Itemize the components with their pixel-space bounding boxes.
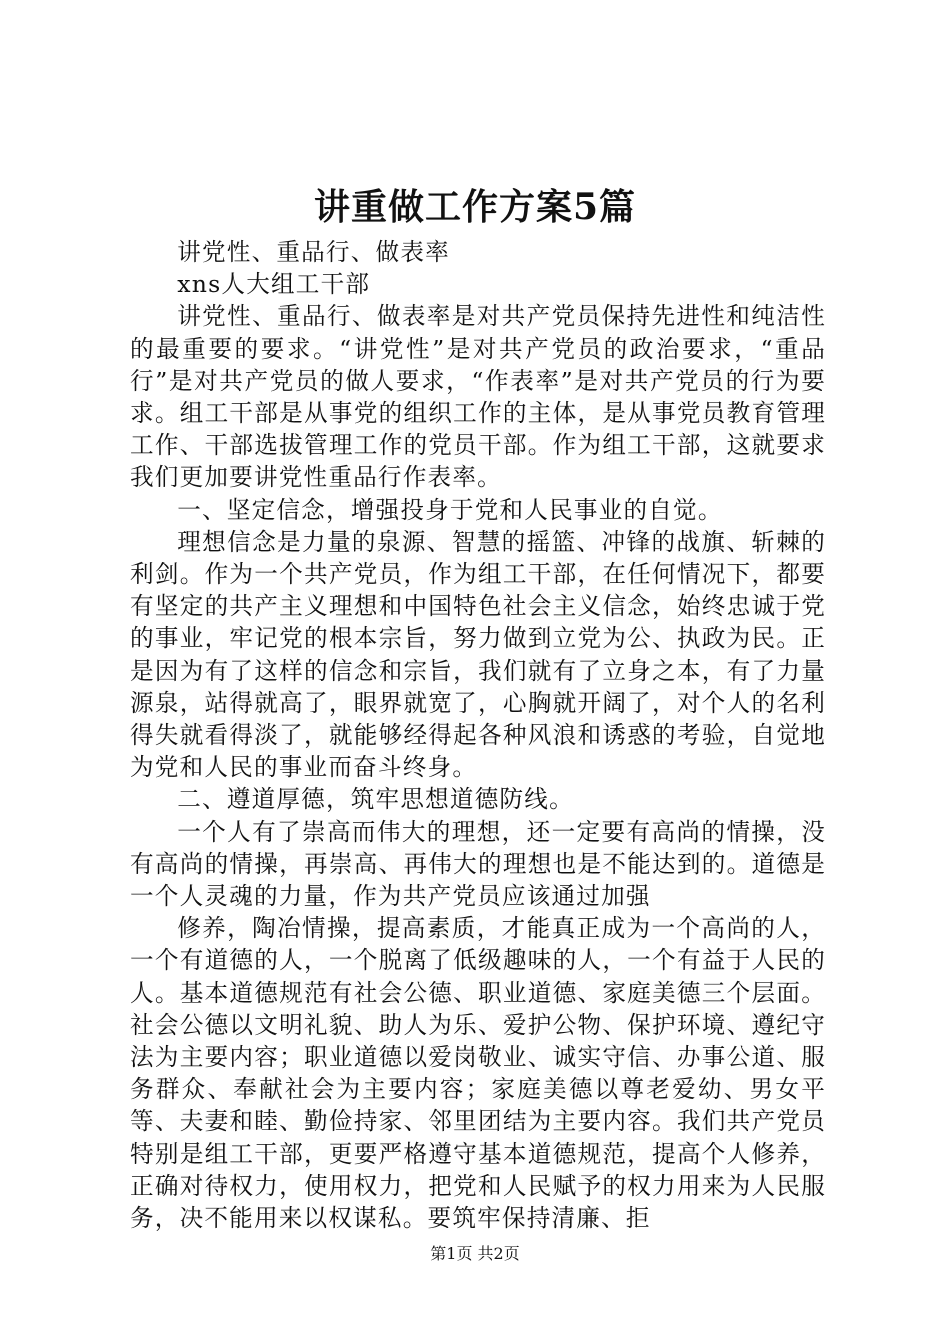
paragraph-intro: 讲党性、重品行、做表率是对共产党员保持先进性和纯洁性的最重要的要求。“讲党性”是对共产党员的政治要求，“重品行”是对共产党员的做人要求，“作表率”是对共产党员的行为要求。组工干部是从事党的组织工作的主体，是从事党员教育管理工作、干部选拔管理工作的党员干部。作为组工干部，这就要求我们更加要讲党性重品行作表率。 <box>130 302 826 492</box>
paragraph-section-2a: 一个人有了崇高而伟大的理想，还一定要有高尚的情操，没有高尚的情操，再崇高、再伟大的理想也是不能达到的。道德是一个人灵魂的力量，作为共产党员应该通过加强 <box>130 817 826 911</box>
paragraph-author: xns人大组工干部 <box>177 270 371 299</box>
paragraph-section-2b: 修养，陶冶情操，提高素质，才能真正成为一个高尚的人，一个有道德的人，一个脱离了低级趣味的人，一个有益于人民的人。基本道德规范有社会公德、职业道德、家庭美德三个层面。社会公德以文明礼貌、助人为乐、爱护公物、保护环境、遵纪守法为主要内容；职业道德以爱岗敬业、诚实守信、办事公道、服务群众、奉献社会为主要内容；家庭美德以尊老爱幼、男女平等、夫妻和睦、勤俭持家、邻里团结为主要内容。我们共产党员特别是组工干部，更要严格遵守基本道德规范，提高个人修养，正确对待权力，使用权力，把党和人民赋予的权力用来为人民服务，决不能用来以权谋私。要筑牢保持清廉、拒 <box>130 914 826 1233</box>
document-body <box>130 236 826 1234</box>
section-heading-2: 二、遵道厚德，筑牢思想道德防线。 <box>177 785 574 814</box>
paragraph-section-1: 理想信念是力量的泉源、智慧的摇篮、冲锋的战旗、斩棘的利剑。作为一个共产党员，作为组工干部，在任何情况下，都要有坚定的共产主义理想和中国特色社会主义信念，始终忠诚于党的事业，牢记党的根本宗旨，努力做到立党为公、执政为民。正是因为有了这样的信念和宗旨，我们就有了立身之本，有了力量源泉，站得就高了，眼界就宽了，心胸就开阔了，对个人的名利得失就看得淡了，就能够经得起各种风浪和诱惑的考验，自觉地为党和人民的事业而奋斗终身。 <box>130 527 826 782</box>
paragraph-subtitle: 讲党性、重品行、做表率 <box>177 238 450 266</box>
document-title: 讲重做工作方案5篇 <box>313 186 637 228</box>
page-number-footer: 第1页 共2页 <box>430 1244 520 1263</box>
section-heading-1: 一、坚定信念，增强投身于党和人民事业的自觉。 <box>177 495 723 524</box>
